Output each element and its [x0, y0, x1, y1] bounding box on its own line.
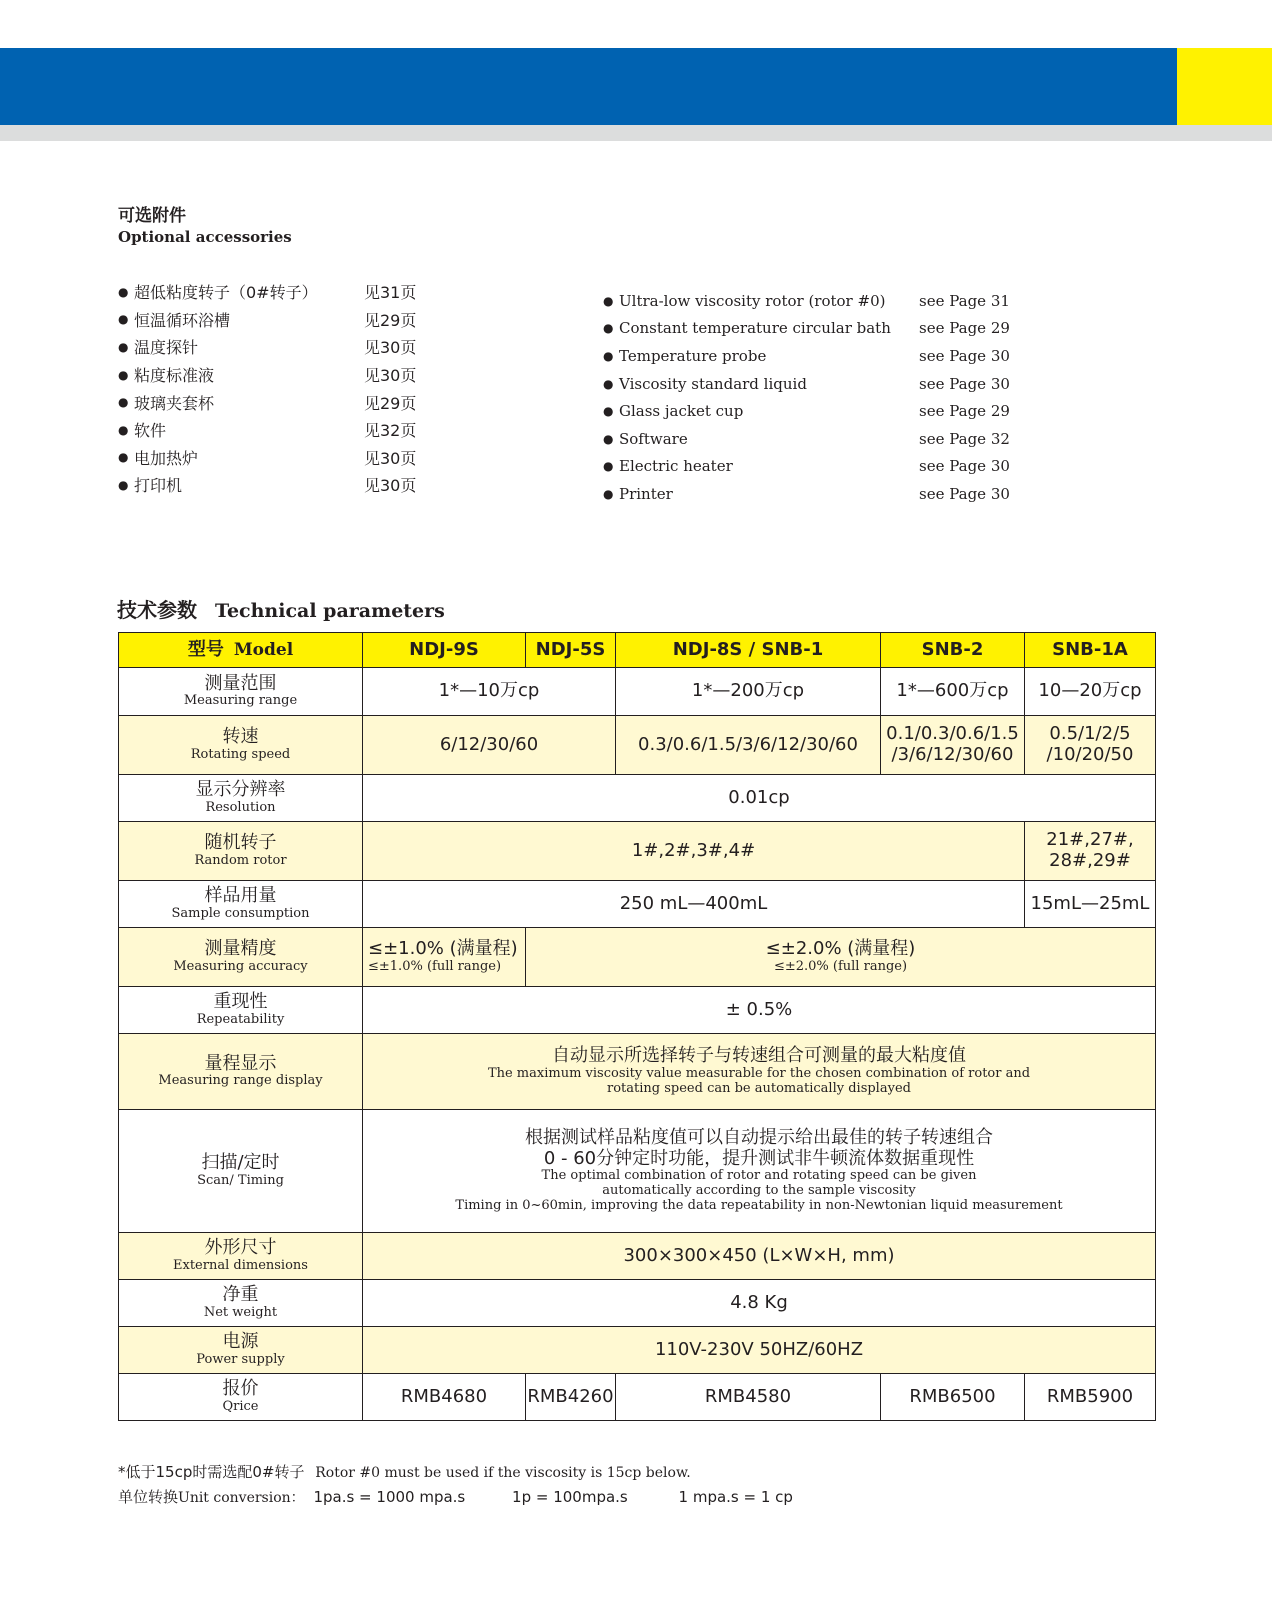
header-model: NDJ-9S	[363, 633, 526, 668]
list-item: ● Glass jacket cup see Page 29	[603, 402, 1010, 421]
table-cell: 0.5/1/2/5 /10/20/50	[1025, 716, 1156, 775]
header-model: NDJ-8S / SNB-1	[616, 633, 881, 668]
table-cell: 6/12/30/60	[363, 716, 616, 775]
row-label: 电源 Power supply	[119, 1327, 363, 1374]
list-item: ● 玻璃夹套杯 见29页	[118, 393, 417, 413]
price-cell: RMB5900	[1025, 1374, 1156, 1421]
list-item: ● 温度探针 见30页	[118, 338, 417, 358]
header-model: SNB-1A	[1025, 633, 1156, 668]
bullet-icon: ●	[118, 477, 129, 492]
table-cell: 1*—200万cp	[616, 668, 881, 716]
row-label: 重现性 Repeatability	[119, 987, 363, 1034]
row-label: 样品用量 Sample consumption	[119, 881, 363, 928]
list-item: ● Printer see Page 30	[603, 484, 1010, 503]
table-cell: ± 0.5%	[363, 987, 1156, 1034]
footnote: *低于15cp时需选配0#转子 Rotor #0 must be used if the viscosity is 15cp below.	[118, 1463, 691, 1481]
accessories-title-en: Optional accessories	[118, 228, 292, 246]
row-label: 净重 Net weight	[119, 1280, 363, 1327]
table-cell: 1*—10万cp	[363, 668, 616, 716]
tech-title: 技术参数 Technical parameters	[117, 598, 445, 622]
row-label: 报价 Qrice	[119, 1374, 363, 1421]
price-cell: RMB4680	[363, 1374, 526, 1421]
table-cell: 根据测试样品粘度值可以自动提示给出最佳的转子转速组合 0 - 60分钟定时功能，提升测试非牛顿流体数据重现性 The optimal combination of rotor and rotating speed can be given automatically according to the sample viscosity Timing in 0~60min, improving the data repeatability in non-Newtonian liquid measurement	[363, 1110, 1156, 1233]
unit-conversion: 单位转换Unit conversion： 1pa.s = 1000 mpa.s 1p = 100mpa.s 1 mpa.s = 1 cp	[118, 1488, 793, 1506]
table-row	[119, 1233, 1156, 1280]
list-item: ● Viscosity standard liquid see Page 30	[603, 374, 1010, 393]
header-band-gray	[0, 125, 1272, 141]
table-cell: 1#,2#,3#,4#	[363, 822, 1025, 881]
table-row	[119, 1280, 1156, 1327]
row-label: 转速 Rotating speed	[119, 716, 363, 775]
row-label: 随机转子 Random rotor	[119, 822, 363, 881]
bullet-icon: ●	[118, 284, 129, 299]
table-row	[119, 987, 1156, 1034]
bullet-icon: ●	[603, 293, 614, 308]
table-row	[119, 775, 1156, 822]
price-cell: RMB4580	[616, 1374, 881, 1421]
bullet-icon: ●	[603, 321, 614, 336]
list-item: ● 恒温循环浴槽 见29页	[118, 310, 417, 330]
row-label: 测量范围 Measuring range	[119, 668, 363, 716]
price-cell: RMB6500	[881, 1374, 1025, 1421]
list-item: ● Temperature probe see Page 30	[603, 346, 1010, 365]
table-cell: 21#,27#, 28#,29#	[1025, 822, 1156, 881]
bullet-icon: ●	[603, 404, 614, 419]
list-item: ● 超低粘度转子（0#转子） 见31页	[118, 283, 417, 303]
table-row	[119, 668, 1156, 716]
row-label: 外形尺寸 External dimensions	[119, 1233, 363, 1280]
table-header-row	[119, 633, 1156, 668]
table-cell: 10—20万cp	[1025, 668, 1156, 716]
table-cell: ≤±2.0% (满量程) ≤±2.0% (full range)	[526, 928, 1156, 987]
list-item: ● Constant temperature circular bath see Page 29	[603, 319, 1010, 338]
table-cell: 0.1/0.3/0.6/1.5 /3/6/12/30/60	[881, 716, 1025, 775]
bullet-icon: ●	[118, 422, 129, 437]
list-item: ● 软件 见32页	[118, 421, 417, 441]
table-cell: ≤±1.0% (满量程) ≤±1.0% (full range)	[363, 928, 526, 987]
table-row	[119, 822, 1156, 881]
accessories-title-cn: 可选附件	[118, 206, 186, 226]
bullet-icon: ●	[603, 376, 614, 391]
table-cell: 250 mL—400mL	[363, 881, 1025, 928]
table-row	[119, 1327, 1156, 1374]
header-model: SNB-2	[881, 633, 1025, 668]
row-label: 量程显示 Measuring range display	[119, 1034, 363, 1110]
bullet-icon: ●	[118, 339, 129, 354]
list-item: ● Ultra-low viscosity rotor (rotor #0) see Page 31	[603, 291, 1010, 310]
header-model: NDJ-5S	[526, 633, 616, 668]
table-cell: 110V-230V 50HZ/60HZ	[363, 1327, 1156, 1374]
bullet-icon: ●	[118, 450, 129, 465]
bullet-icon: ●	[118, 395, 129, 410]
table-cell: 4.8 Kg	[363, 1280, 1156, 1327]
table-cell: 300×300×450 (L×W×H, mm)	[363, 1233, 1156, 1280]
table-cell: 0.3/0.6/1.5/3/6/12/30/60	[616, 716, 881, 775]
bullet-icon: ●	[603, 486, 614, 501]
list-item: ● Electric heater see Page 30	[603, 457, 1010, 476]
bullet-icon: ●	[118, 312, 129, 327]
table-cell: 15mL—25mL	[1025, 881, 1156, 928]
table-row	[119, 716, 1156, 775]
table-row	[119, 1034, 1156, 1110]
table-row	[119, 1374, 1156, 1421]
row-label: 显示分辨率 Resolution	[119, 775, 363, 822]
row-label: 扫描/定时 Scan/ Timing	[119, 1110, 363, 1233]
list-item: ● 电加热炉 见30页	[118, 448, 417, 468]
bullet-icon: ●	[603, 348, 614, 363]
header-band-yellow	[1177, 48, 1272, 125]
row-label: 测量精度 Measuring accuracy	[119, 928, 363, 987]
table-cell: 1*—600万cp	[881, 668, 1025, 716]
spec-table	[118, 632, 1156, 1421]
list-item: ● Software see Page 32	[603, 429, 1010, 448]
bullet-icon: ●	[118, 367, 129, 382]
header-band-blue	[0, 48, 1177, 125]
table-row	[119, 881, 1156, 928]
table-cell: 0.01cp	[363, 775, 1156, 822]
table-row	[119, 928, 1156, 987]
list-item: ● 粘度标准液 见30页	[118, 366, 417, 386]
accessories-list-en	[603, 287, 1023, 508]
bullet-icon: ●	[603, 459, 614, 474]
bullet-icon: ●	[603, 431, 614, 446]
list-item: ● 打印机 见30页	[118, 476, 417, 496]
price-cell: RMB4260	[526, 1374, 616, 1421]
table-row	[119, 1110, 1156, 1233]
table-cell: 自动显示所选择转子与转速组合可测量的最大粘度值 The maximum viscosity value measurable for the chosen combination of rotor and rotating speed can be automatically displayed	[363, 1034, 1156, 1110]
header-model-label: 型号 Model	[119, 633, 363, 668]
accessories-list-cn	[118, 278, 438, 499]
